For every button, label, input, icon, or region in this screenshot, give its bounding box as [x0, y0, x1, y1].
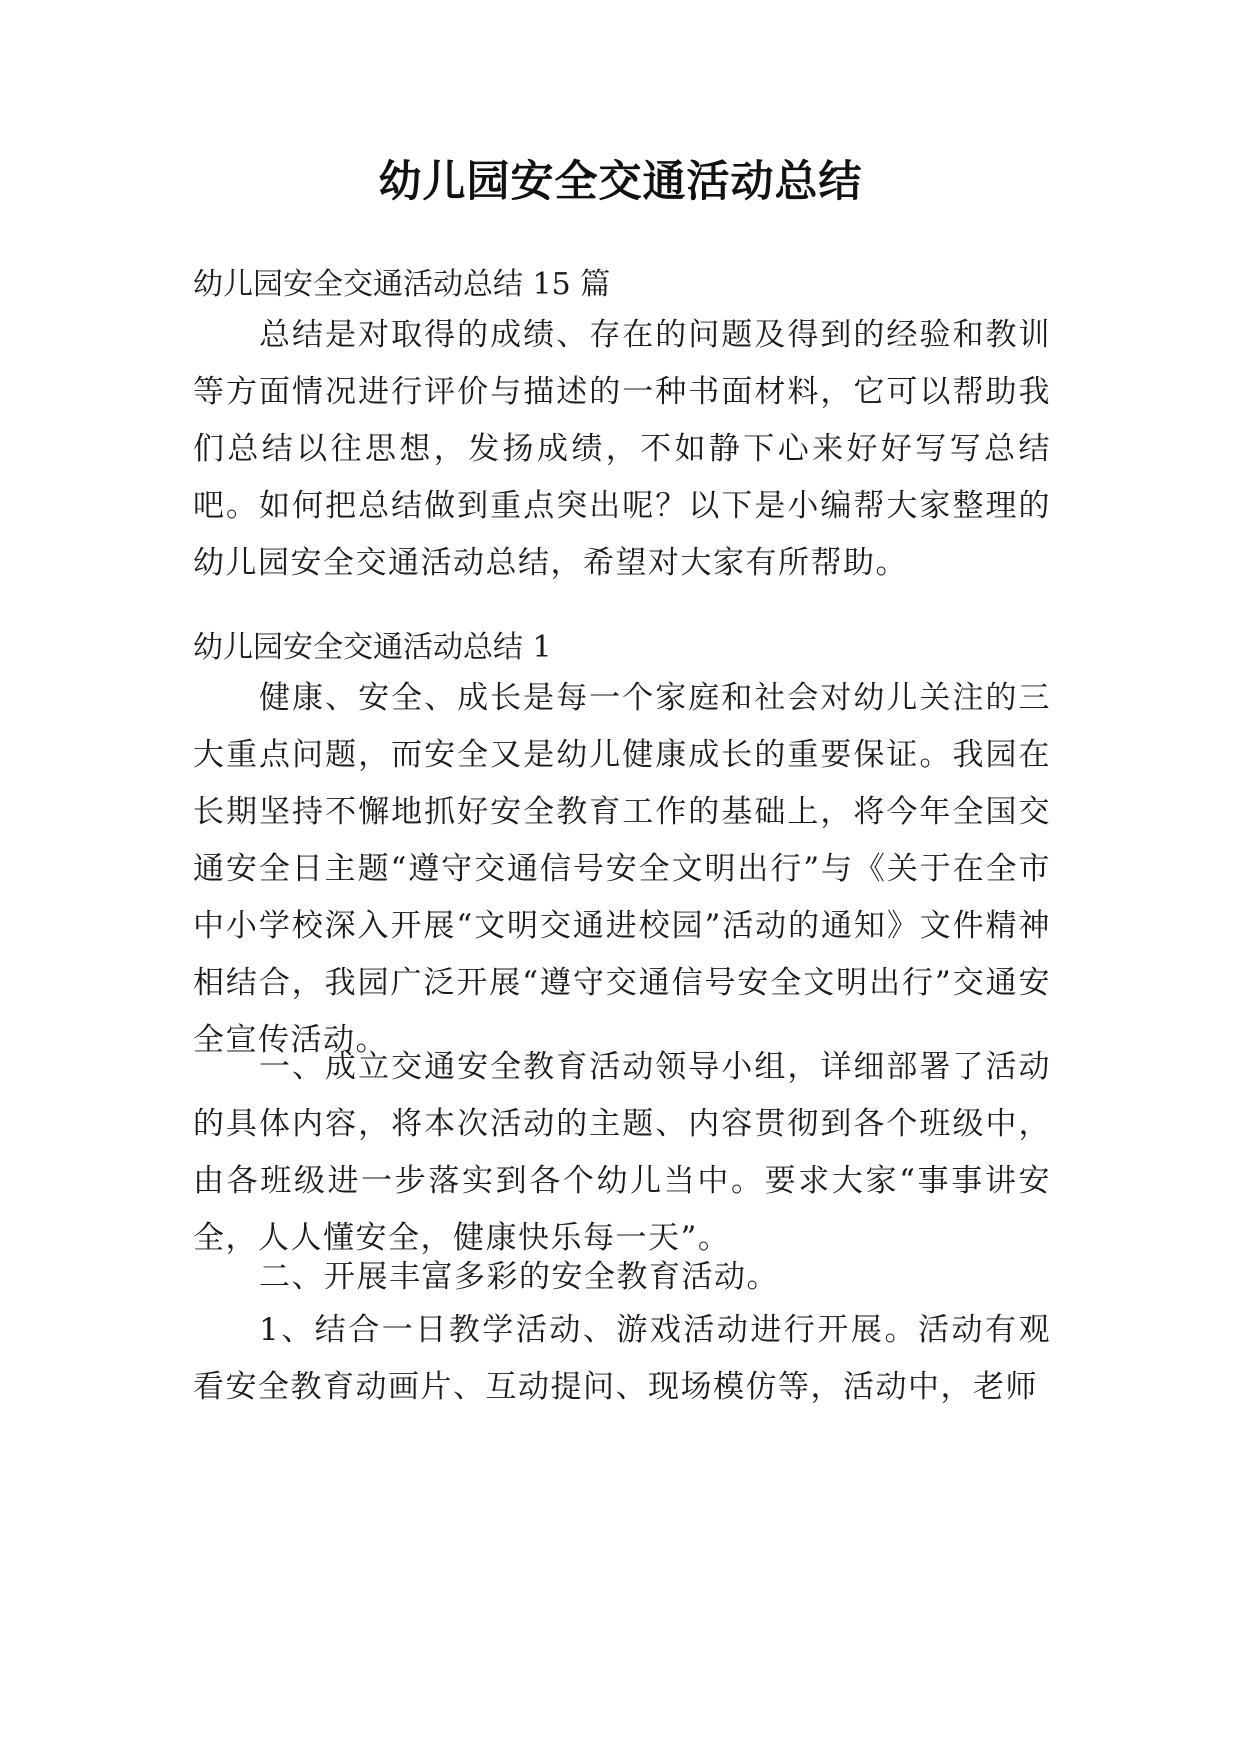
section-1-paragraph-3: 二、开展丰富多彩的安全教育活动。: [259, 1259, 779, 1295]
section-1-paragraph-1: 健康、安全、成长是每一个家庭和社会对幼儿关注的三大重点问题，而安全又是幼儿健康成长的重要保证。我园在长期坚持不懈地抓好安全教育工作的基础上，将今年全国交通安全日主题“遵守交通信号安全文明出行”与《关于在全市中小学校深入开展“文明交通进校园”活动的通知》文件精神相结合，我园广泛开展“遵守交通信号安全文明出行”交通安全宣传活动。: [193, 680, 1051, 1058]
section-1-paragraph-4: 1、结合一日教学活动、游戏活动进行开展。活动有观看安全教育动画片、互动提问、现场模仿等，活动中，老师: [193, 1312, 1051, 1405]
section-1-paragraph-2: 一、成立交通安全教育活动领导小组，详细部署了活动的具体内容，将本次活动的主题、内容贯彻到各个班级中，由各班级进一步落实到各个幼儿当中。要求大家“事事讲安全，人人懂安全，健康快乐每一天”。: [193, 1049, 1051, 1256]
intro-paragraph: 总结是对取得的成绩、存在的问题及得到的经验和教训等方面情况进行评价与描述的一种书面材料，它可以帮助我们总结以往思想，发扬成绩，不如静下心来好好写写总结吧。如何把总结做到重点突出呢？以下是小编帮大家整理的幼儿园安全交通活动总结，希望对大家有所帮助。: [193, 317, 1051, 581]
document-title: 幼儿园安全交通活动总结: [378, 157, 863, 207]
section-heading-intro: 幼儿园安全交通活动总结 15 篇: [193, 267, 611, 302]
section-heading-1: 幼儿园安全交通活动总结 1: [193, 630, 552, 665]
